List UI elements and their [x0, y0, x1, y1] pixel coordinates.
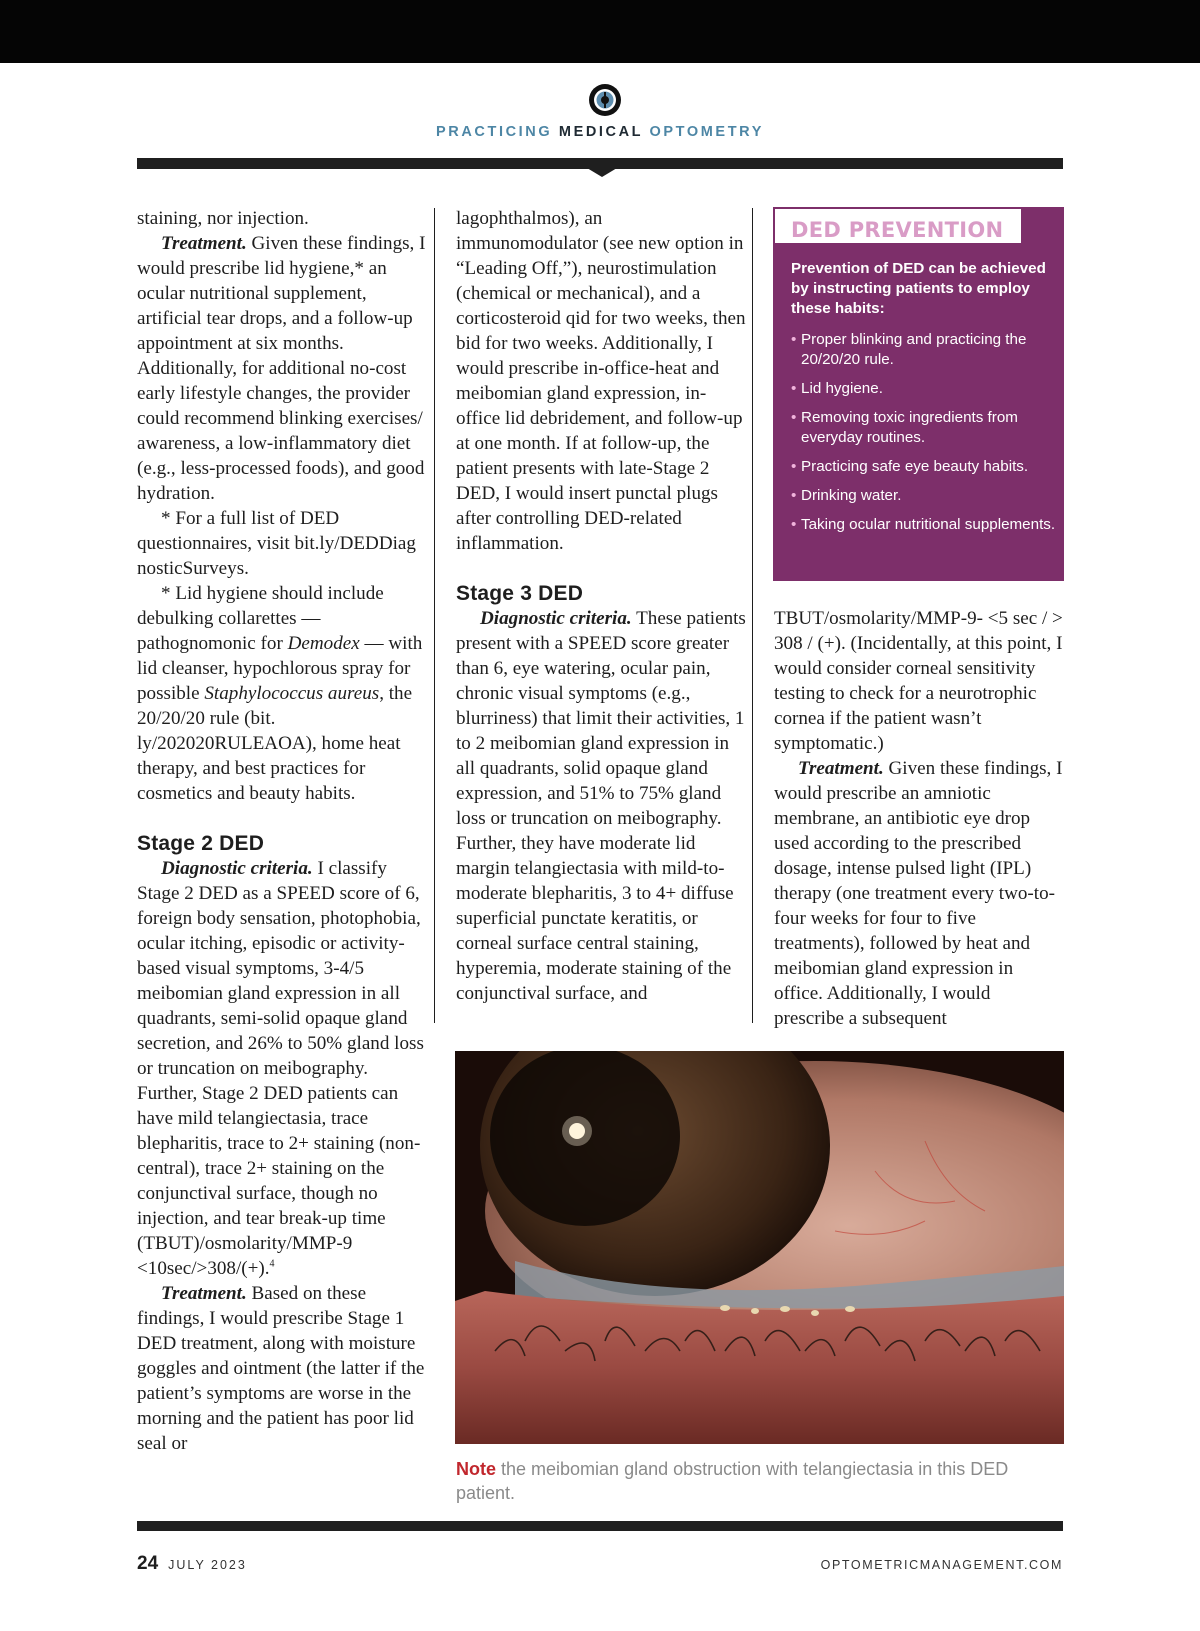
lead-in: Treatment.	[798, 758, 884, 779]
section-word-practicing: PRACTICING	[436, 124, 553, 140]
article-column-3	[774, 606, 1064, 1031]
section-heading-stage-3: Stage 3 DED	[456, 582, 584, 605]
paragraph-treatment: Treatment. Based on these findings, I would prescribe Stage 1 DED treatment, along with moisture goggles and ointment (the latter if the patient’s symptoms are worse in the morning and the patient has poor lid seal or	[137, 1283, 425, 1454]
article-column-1	[137, 206, 427, 1456]
list-item: • Proper blinking and practicing the 20/20/20 rule.	[791, 330, 1056, 370]
section-title	[0, 124, 1200, 140]
figure-caption: Note the meibomian gland obstruction with telangiectasia in this DED patient.	[456, 1459, 1009, 1503]
paragraph-treatment: Treatment. Given these findings, I would prescribe an amniotic membrane, an antibiotic eye drop used according to the prescribed dosage, intense pulsed light (IPL) therapy (one treatment every two-to-four weeks for four to five treatments), followed by heat and meibomian gland expression in office. Additionally, I would prescribe a subsequent	[774, 758, 1063, 1029]
eye-lid-photo	[455, 1051, 1064, 1444]
sidebar-list	[791, 330, 1056, 544]
top-rule-notch	[587, 168, 617, 177]
issue-date: JULY 2023	[168, 1558, 247, 1572]
bottom-rule	[137, 1521, 1063, 1531]
ded-prevention-sidebar	[773, 207, 1064, 581]
sidebar-intro: Prevention of DED can be achieved by instructing patients to employ these habits:	[791, 260, 1046, 317]
top-black-bar	[0, 0, 1200, 63]
paragraph: staining, nor injection.	[137, 208, 309, 229]
lead-in: Diagnostic criteria.	[161, 858, 313, 879]
footnote-questionnaires: * For a full list of DED questionnaires, visit bit.ly/DEDDiag nosticSurveys.	[137, 508, 416, 579]
page-number: 24	[137, 1553, 159, 1574]
sidebar-title: DED PREVENTION	[791, 218, 1004, 242]
list-item: • Taking ocular nutritional supplements.	[791, 515, 1056, 535]
list-item: • Removing toxic ingredients from everyday routines.	[791, 408, 1056, 448]
reference-superscript: 4	[269, 1258, 275, 1270]
lead-in: Treatment.	[161, 233, 247, 254]
footer-site: OPTOMETRICMANAGEMENT.COM	[820, 1558, 1063, 1572]
article-column-2	[456, 206, 746, 1006]
eye-logo-icon	[588, 83, 622, 117]
footer-left	[137, 1553, 247, 1575]
section-heading-stage-2: Stage 2 DED	[137, 832, 265, 855]
list-item: • Lid hygiene.	[791, 379, 1056, 399]
list-item: • Practicing safe eye beauty habits.	[791, 457, 1056, 477]
paragraph: TBUT/osmolarity/MMP-9- <5 sec / > 308 / (+). (Incidentally, at this point, I would consider corneal sensitivity testing to check for a neurotrophic cornea if the patient wasn’t symptomatic.)	[774, 608, 1063, 754]
sidebar-title-tab	[773, 207, 1021, 243]
list-item: • Drinking water.	[791, 486, 1056, 506]
column-divider-2	[752, 208, 753, 1023]
column-divider-1	[434, 208, 435, 1023]
lead-in: Diagnostic criteria.	[480, 608, 632, 629]
paragraph-diagnostic-criteria: Diagnostic criteria. These patients present with a SPEED score greater than 6, eye watering, ocular pain, chronic visual symptoms (e.g., blurriness) that limit their activities, 1 to 2 meibomian gland expression in all quadrants, solid opaque gland expression, and 51% to 75% gland loss or truncation on meibography. Further, they have moderate lid margin telangiectasia with mild-to-moderate blepharitis, 3 to 4+ diffuse superficial punctate keratitis, or corneal surface central staining, hyperemia, moderate staining of the conjunctival surface, and	[456, 608, 746, 1004]
section-word-medical: MEDICAL	[558, 124, 643, 140]
footnote-lid-hygiene: * Lid hygiene should include debulking collarettes — pathognomonic for Demodex — with lid cleanser, hypochlorous spray for possible Staphylococcus aureus, the 20/20/20 rule (bit. ly/202020RULEAOA), home heat therapy, and best practices for cosmetics and beauty habits.	[137, 583, 423, 804]
paragraph-treatment: Treatment. Given these findings, I would prescribe lid hygiene,* an ocular nutritional supplement, artificial tear drops, and a follow-up appointment at six months. Additionally, for additional no-cost early lifestyle changes, the provider could recommend blinking exercises/ awareness, a low-inflammatory diet (e.g., less-processed foods), and good hydration.	[137, 233, 426, 504]
lead-in: Treatment.	[161, 1283, 247, 1304]
section-word-optometry: OPTOMETRY	[649, 124, 764, 140]
paragraph-diagnostic-criteria: Diagnostic criteria. I classify Stage 2 DED as a SPEED score of 6, foreign body sensation, photophobia, ocular itching, episodic or activity-based visual symptoms, 3-4/5 meibomian gland expression in all quadrants, semi-solid opaque gland secretion, and 26% to 50% gland loss or truncation on meibography. Further, Stage 2 DED patients can have mild telangiectasia, trace blepharitis, trace to 2+ staining (non-central), trace 2+ staining on the conjunctival surface, though no injection, and tear break-up time (TBUT)/osmolarity/MMP-9 <10sec/>308/(+).$^4$	[137, 858, 424, 1279]
caption-note-label: Note	[456, 1459, 496, 1479]
paragraph: lagophthalmos), an immunomodulator (see new option in “Leading Off,”), neurostimulation (chemical or mechanical), and a corticosteroid qid for two weeks, then bid for two weeks. Additionally, I would prescribe in-office-heat and meibomian gland expression, in-office lid debridement, and follow-up at one month. If at follow-up, the patient presents with late-Stage 2 DED, I would insert punctal plugs after controlling DED-related inflammation.	[456, 208, 746, 554]
